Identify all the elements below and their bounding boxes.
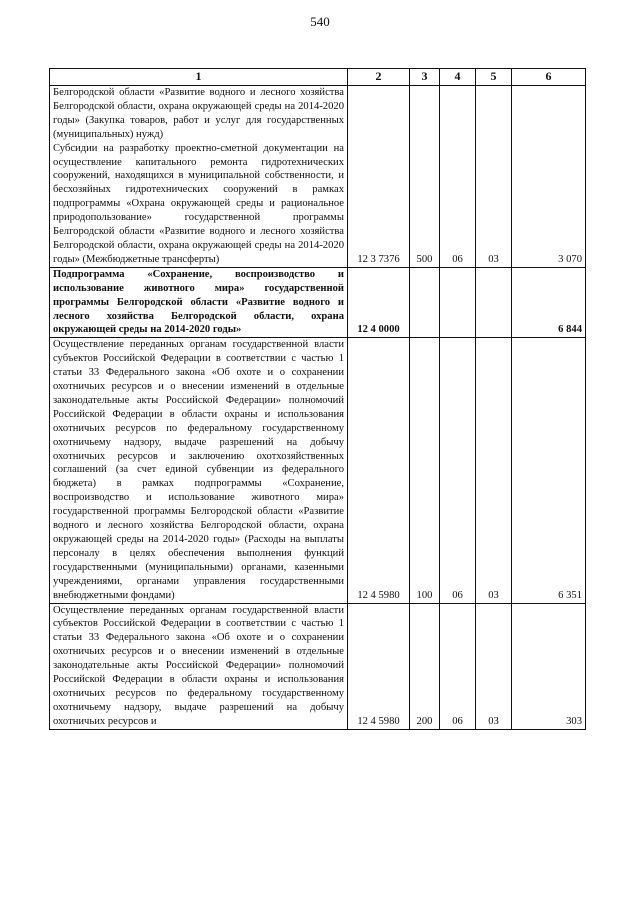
target-code-cell: 12 4 5980 xyxy=(348,338,410,603)
description-paragraph: Осуществление переданных органам государственной власти субъектов Российской Федерации в соответствии с частью 1 статьи 33 Федерального закона «Об охоте и о сохранении охотничьих ресурсов и о внесении изменений в отдельные законодательные акты Российской Федерации» полномочий Российской Федерации в области охраны и использования охотничьих ресурсов по федеральному государственному охотничьему надзору, выдаче разрешений на добычу охотничьих ресурсов и заключению охотхозяйственных соглашений (за счет единой субвенции из федерального бюджета) в рамках подпрограммы «Сохранение, воспроизводство и использование животного мира» государственной программы Белгородской области «Развитие водного и лесного хозяйства Белгородской области, охрана окружающей среды на 2014-2020 годы» (Расходы на выплаты персоналу в целях обеспечения выполнения функций государственными (муниципальными) органами, казенными учреждениями, органами управления государственными внебюджетными фондами) xyxy=(53,339,344,601)
subsection-cell xyxy=(476,267,512,338)
amount-cell: 3 070 xyxy=(512,86,586,268)
section-cell: 06 xyxy=(440,603,476,729)
description-paragraph: Субсидии на разработку проектно-сметной документации на осуществление капитального ремонта гидротехнических сооружений, находящихся в муниципальной собственности, и бесхозяйных гидротехнических сооружений в рамках подпрограммы «Охрана окружающей среды и рациональное природопользование» государственной программы Белгородской области «Развитие водного и лесного хозяйства Белгородской области, охрана окружающей среды на 2014-2020 годы» (Межбюджетные трансферты) xyxy=(53,142,344,265)
header-col-4: 4 xyxy=(440,69,476,86)
description-paragraph: Белгородской области «Развитие водного и лесного хозяйства Белгородской области, охрана окружающей среды на 2014-2020 годы» (Закупка товаров, работ и услуг для государственных (муниципальных) нужд) xyxy=(53,87,344,140)
section-cell: 06 xyxy=(440,338,476,603)
row-description xyxy=(50,267,348,338)
subsection-cell: 03 xyxy=(476,338,512,603)
table-row xyxy=(50,267,586,338)
section-cell xyxy=(440,267,476,338)
table-row xyxy=(50,338,586,603)
table-header-row xyxy=(50,69,586,86)
header-col-6: 6 xyxy=(512,69,586,86)
header-col-1: 1 xyxy=(50,69,348,86)
subsection-cell: 03 xyxy=(476,86,512,268)
header-col-3: 3 xyxy=(410,69,440,86)
expense-type-cell xyxy=(410,267,440,338)
target-code-cell: 12 3 7376 xyxy=(348,86,410,268)
table-row xyxy=(50,603,586,729)
description-paragraph: Осуществление переданных органам государственной власти субъектов Российской Федерации в соответствии с частью 1 статьи 33 Федерального закона «Об охоте и о сохранении охотничьих ресурсов и о внесении изменений в отдельные законодательные акты Российской Федерации» полномочий Российской Федерации в области охраны и использования охотничьих ресурсов по федеральному государственному охотничьему надзору, выдаче разрешений на добычу охотничьих ресурсов и xyxy=(53,604,344,727)
subsection-cell: 03 xyxy=(476,603,512,729)
target-code-cell: 12 4 5980 xyxy=(348,603,410,729)
expense-type-cell: 200 xyxy=(410,603,440,729)
header-col-5: 5 xyxy=(476,69,512,86)
target-code-cell: 12 4 0000 xyxy=(348,267,410,338)
amount-cell: 6 844 xyxy=(512,267,586,338)
section-cell: 06 xyxy=(440,86,476,268)
row-description xyxy=(50,86,348,268)
amount-cell: 6 351 xyxy=(512,338,586,603)
expense-type-cell: 100 xyxy=(410,338,440,603)
header-col-2: 2 xyxy=(348,69,410,86)
amount-cell: 303 xyxy=(512,603,586,729)
description-paragraph: Подпрограмма «Сохранение, воспроизводство и использование животного мира» государственной программы Белгородской области «Развитие водного и лесного хозяйства Белгородской области, охрана окружающей среды на 2014-2020 годы» xyxy=(53,268,344,336)
page-number: 540 xyxy=(310,14,330,29)
row-description xyxy=(50,603,348,729)
budget-table xyxy=(49,68,586,730)
expense-type-cell: 500 xyxy=(410,86,440,268)
table-row xyxy=(50,86,586,268)
row-description xyxy=(50,338,348,603)
